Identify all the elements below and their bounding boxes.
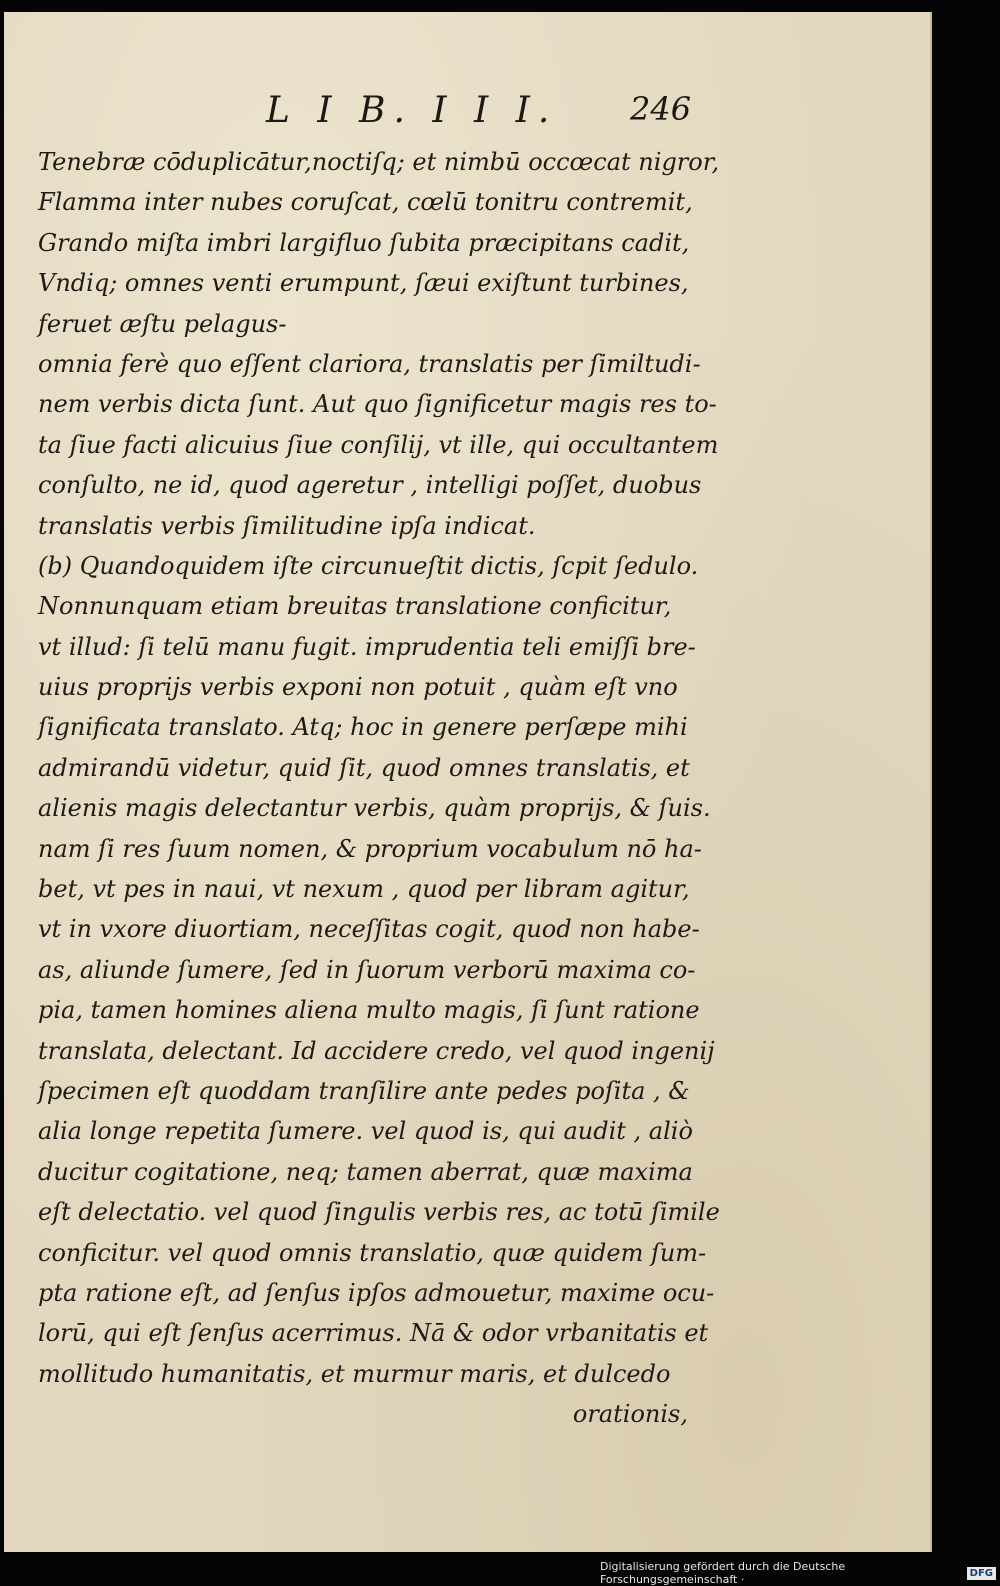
text-line: Grando miſta imbri largifluo ſubita præcipitans cadit, <box>38 228 690 257</box>
page-header <box>4 90 930 140</box>
digitization-credit <box>600 1560 1000 1586</box>
text-line: ſignificata translato. Atq; hoc in genere perſæpe mihi <box>38 713 688 742</box>
text-line: pta ratione eſt, ad ſenſus ipſos admouetur, maxime ocu- <box>38 1278 715 1307</box>
text-line: mollitudo humanitatis, et murmur maris, et dulcedo <box>38 1359 671 1388</box>
text-line: alia longe repetita ſumere. vel quod is, qui audit , aliò <box>38 1117 693 1146</box>
text-line: ta ſiue facti alicuius ſiue conſilij, vt ille, qui occultantem <box>38 430 719 459</box>
text-line: Nonnunquam etiam breuitas translatione conficitur, <box>38 592 672 621</box>
dfg-logo: DFG <box>967 1567 996 1580</box>
text-line: vt in vxore diuortiam, neceſſitas cogit, quod non habe- <box>38 915 700 944</box>
text-line: pia, tamen homines aliena multo magis, ſi ſunt ratione <box>38 996 700 1025</box>
running-head: L I B. I I I. <box>266 90 558 131</box>
text-line: Vndiq; omnes venti erumpunt, ſæui exiſtunt turbines, <box>38 269 689 298</box>
body-text <box>38 142 728 1435</box>
text-line: (b) Quandoquidem iſte circunueſtit dictis, ſcpit ſedulo. <box>38 551 699 580</box>
text-line: admirandū videtur, quid ſit, quod omnes translatis, et <box>38 753 690 782</box>
text-line: conficitur. vel quod omnis translatio, quæ quidem ſum- <box>38 1238 707 1267</box>
text-line: as, aliunde ſumere, ſed in ſuorum verborū maxima co- <box>38 955 696 984</box>
credit-text: Digitalisierung gefördert durch die Deutsche Forschungsgemeinschaft · <box>600 1560 846 1586</box>
text-line: uius proprijs verbis exponi non potuit , quàm eſt vno <box>38 673 678 702</box>
text-line: conſulto, ne id, quod ageretur , intelligi poſſet, duobus <box>38 471 702 500</box>
page-number: 246 <box>630 90 692 128</box>
text-line: eſt delectatio. vel quod ſingulis verbis res, ac totū ſimile <box>38 1198 720 1227</box>
text-line: Tenebræ cōduplicātur,noctiſq; et nimbū occœcat nigror, <box>38 148 720 176</box>
text-line: translatis verbis ſimilitudine ipſa indicat. <box>38 511 536 540</box>
text-line: alienis magis delectantur verbis, quàm proprijs, & ſuis. <box>38 794 711 823</box>
text-line: Flamma inter nubes coruſcat, cœlū tonitru contremit, <box>38 188 693 217</box>
text-line: vt illud: ſi telū manu fugit. imprudentia teli emiſſi bre- <box>38 632 696 661</box>
text-line: bet, vt pes in naui, vt nexum , quod per libram agitur, <box>38 875 690 904</box>
text-line: ducitur cogitatione, neq; tamen aberrat, quæ maxima <box>38 1157 693 1186</box>
text-line: nem verbis dicta ſunt. Aut quo ſignificetur magis res to- <box>38 390 717 419</box>
catchword: orationis, <box>572 1400 688 1429</box>
text-line: omnia ferè quo eſſent clariora, translatis per ſimiltudi- <box>38 349 701 378</box>
text-line: feruet æſtu pelagus- <box>38 309 287 338</box>
book-page <box>4 12 932 1552</box>
text-line: nam ſi res ſuum nomen, & proprium vocabulum nō ha- <box>38 834 702 863</box>
text-line: ſpecimen eſt quoddam tranſilire ante pedes poſita , & <box>38 1076 690 1105</box>
text-line: translata, delectant. Id accidere credo, vel quod ingenij <box>38 1036 715 1065</box>
text-line: lorū, qui eſt ſenſus acerrimus. Nā & odor vrbanitatis et <box>38 1319 709 1348</box>
